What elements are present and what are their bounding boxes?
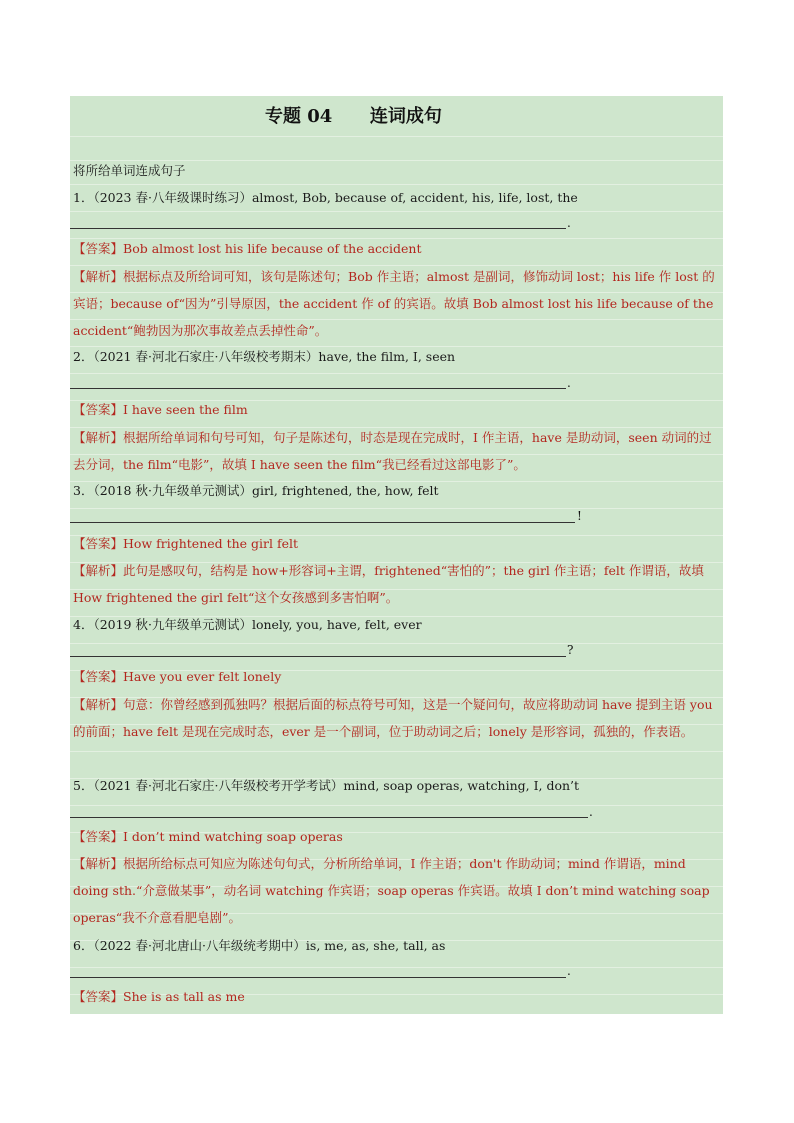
analysis-text bbox=[73, 263, 721, 344]
answer-tag: 【答案】 bbox=[73, 669, 124, 684]
end-punctuation: . bbox=[567, 964, 571, 978]
end-punctuation: . bbox=[567, 376, 571, 390]
answer-blank[interactable] bbox=[70, 522, 575, 523]
analysis-tag: 【解析】 bbox=[73, 697, 124, 712]
answer-text: I have seen the film bbox=[123, 402, 248, 417]
answer-text: How frightened the girl felt bbox=[123, 536, 299, 551]
question-stem: 2．（2021 春·河北石家庄·八年级校考期末）have, the film, I, seen bbox=[73, 349, 456, 364]
answer-line bbox=[73, 241, 720, 257]
answer-blank[interactable] bbox=[70, 388, 566, 389]
document-page bbox=[70, 96, 723, 1014]
answer-tag: 【答案】 bbox=[73, 402, 124, 417]
end-punctuation: . bbox=[589, 805, 593, 819]
page-title: 专题 04 连词成句 bbox=[265, 106, 442, 127]
instruction: 将所给单词连成句子 bbox=[73, 163, 186, 178]
question-stem: 3．（2018 秋·九年级单元测试）girl, frightened, the, how, felt bbox=[73, 483, 439, 498]
analysis-text bbox=[73, 691, 721, 745]
analysis-body: 根据标点及所给词可知，该句是陈述句；Bob 作主语；almost 是副词，修饰动词 lost；his life 作 lost 的宾语；because of“因为”引导原因，the accident 作 of 的宾语。故填 Bob almost lost his life because of the accident“鲍勃因为那次事故差点丢掉性命”。 bbox=[73, 269, 715, 338]
answer-text: Have you ever felt lonely bbox=[123, 669, 282, 684]
answer-blank[interactable] bbox=[70, 228, 566, 229]
analysis-body: 此句是感叹句，结构是 how+形容词+主谓，frightened“害怕的”；the girl 作主语；felt 作谓语，故填 How frightened the girl felt“这个女孩感到多害怕啊”。 bbox=[73, 563, 704, 605]
analysis-tag: 【解析】 bbox=[73, 430, 124, 445]
analysis-text bbox=[73, 850, 721, 931]
answer-line bbox=[73, 829, 720, 845]
end-punctuation: ? bbox=[567, 643, 574, 657]
answer-blank[interactable] bbox=[70, 656, 566, 657]
answer-line bbox=[73, 402, 720, 418]
answer-tag: 【答案】 bbox=[73, 536, 124, 551]
end-punctuation: ! bbox=[577, 509, 582, 523]
answer-text: I don’t mind watching soap operas bbox=[123, 829, 343, 844]
answer-tag: 【答案】 bbox=[73, 989, 124, 1004]
analysis-text bbox=[73, 557, 721, 611]
answer-tag: 【答案】 bbox=[73, 241, 124, 256]
analysis-tag: 【解析】 bbox=[73, 563, 124, 578]
answer-line bbox=[73, 989, 720, 1005]
analysis-body: 根据所给单词和句号可知，句子是陈述句，时态是现在完成时，I 作主语，have 是助动词，seen 动词的过去分词，the film“电影”，故填 I have seen the film“我已经看过这部电影了”。 bbox=[73, 430, 712, 472]
question-stem: 5．（2021 春·河北石家庄·八年级校考开学考试）mind, soap operas, watching, I, don’t bbox=[73, 778, 580, 793]
analysis-tag: 【解析】 bbox=[73, 856, 124, 871]
answer-text: Bob almost lost his life because of the accident bbox=[123, 241, 422, 256]
analysis-body: 句意：你曾经感到孤独吗？根据后面的标点符号可知，这是一个疑问句，故应将助动词 have 提到主语 you 的前面；have felt 是现在完成时态，ever 是一个副词，位于助动词之后；lonely 是形容词，孤独的，作表语。 bbox=[73, 697, 713, 739]
answer-blank[interactable] bbox=[70, 977, 566, 978]
question-stem: 6．（2022 春·河北唐山·八年级统考期中）is, me, as, she, tall, as bbox=[73, 938, 446, 953]
analysis-tag: 【解析】 bbox=[73, 269, 124, 284]
analysis-text bbox=[73, 424, 721, 478]
answer-line bbox=[73, 669, 720, 685]
answer-tag: 【答案】 bbox=[73, 829, 124, 844]
answer-text: She is as tall as me bbox=[123, 989, 245, 1004]
end-punctuation: . bbox=[567, 216, 571, 230]
question-stem: 1．（2023 春·八年级课时练习）almost, Bob, because of, accident, his, life, lost, the bbox=[73, 190, 578, 205]
analysis-body: 根据所给标点可知应为陈述句句式，分析所给单词，I 作主语；don't 作助动词；mind 作谓语，mind doing sth.“介意做某事”，动名词 watching 作宾语；soap operas 作宾语。故填 I don’t mind watching soap operas“我不介意看肥皂剧”。 bbox=[73, 856, 710, 925]
question-stem: 4．（2019 秋·九年级单元测试）lonely, you, have, felt, ever bbox=[73, 617, 422, 632]
answer-blank[interactable] bbox=[70, 817, 588, 818]
answer-line bbox=[73, 536, 720, 552]
